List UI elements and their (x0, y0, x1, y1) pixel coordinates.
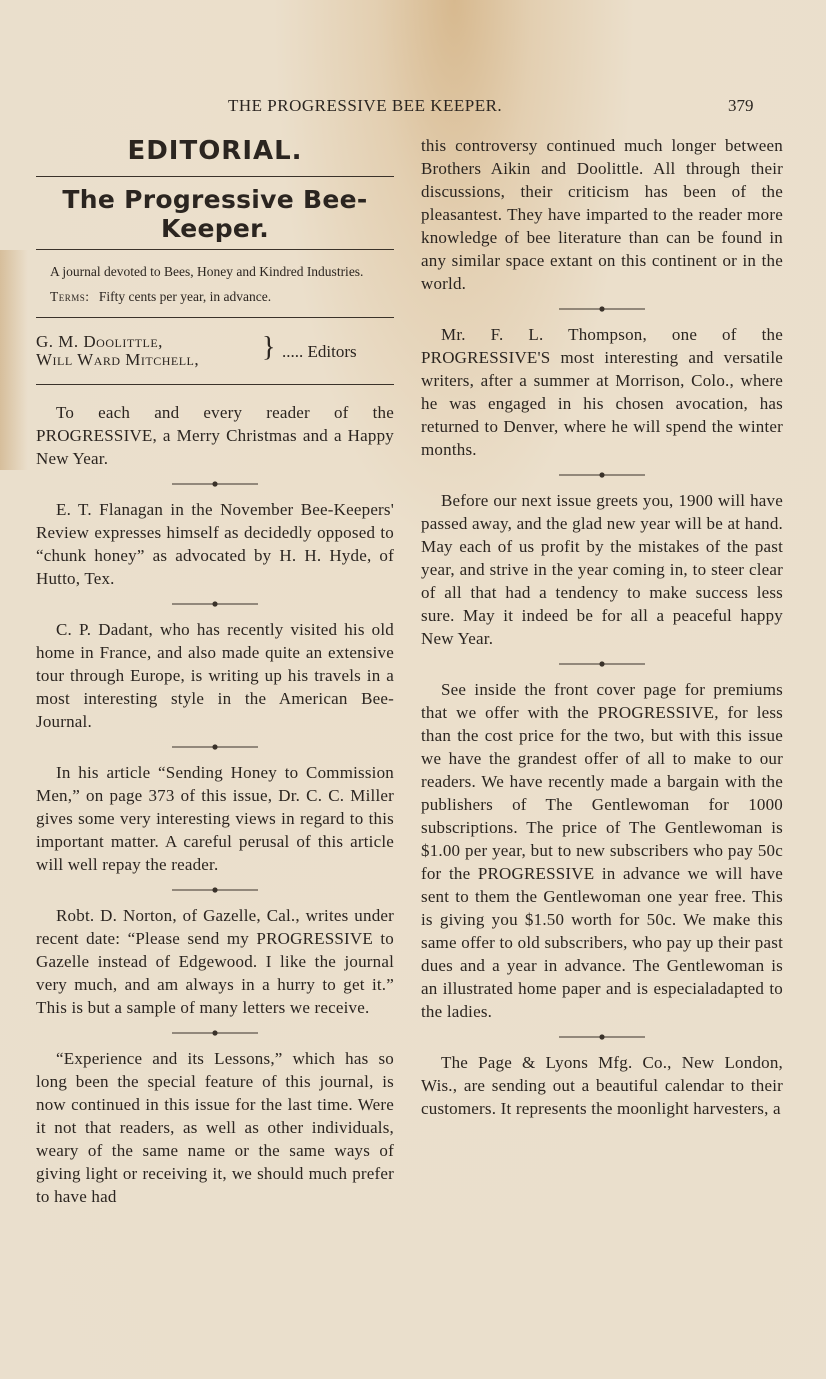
section-separator (36, 876, 394, 904)
paragraph: In his article “Sending Honey to Commission Men,” on page 373 of this issue, Dr. C. C. Miller gives some very interesting views in regard to this important matter. A careful perusal of this article will well repay the reader. (36, 763, 394, 874)
running-head: THE PROGRESSIVE BEE KEEPER. (228, 96, 503, 115)
editors-block (36, 330, 394, 380)
terms-label: Terms: (50, 289, 90, 304)
right-column (421, 134, 783, 1120)
paragraph: this controversy continued much longer between Brothers Aikin and Doolittle. All through their discussions, their criticism has been of the pleasantest. They have imparted to the reader more knowledge of bee literature than can be found in any similar space extant on this continent or in the world. (421, 136, 783, 293)
section-separator (36, 733, 394, 761)
section-separator (421, 295, 783, 323)
section-separator (421, 650, 783, 678)
masthead-title: The Progressive Bee-Keeper. (62, 185, 368, 243)
divider (36, 249, 394, 250)
divider (36, 384, 394, 385)
section-separator (36, 590, 394, 618)
editorial-heading: EDITORIAL. (127, 136, 303, 166)
paragraph: To each and every reader of the PROGRESSIVE, a Merry Christmas and a Happy New Year. (36, 403, 394, 468)
section-separator (421, 461, 783, 489)
section-separator (36, 470, 394, 498)
left-column (36, 132, 394, 1208)
page-number: 379 (728, 96, 754, 115)
section-separator (36, 1019, 394, 1047)
editors-label: ..... Editors (282, 342, 357, 361)
brace-mark: } (262, 332, 276, 363)
paragraph: C. P. Dadant, who has recently visited his old home in France, and also made quite an extensive tour through Europe, is writing up his travels in a most interesting style in the American Bee-Journal. (36, 620, 394, 731)
divider (36, 176, 394, 177)
paragraph: Mr. F. L. Thompson, one of the PROGRESSIVE'S most interesting and versatile writers, after a summer at Morrison, Colo., where he was engaged in his chosen avocation, has returned to Denver, where he will spend the winter months. (421, 325, 783, 459)
editor-name: Will Ward Mitchell, (36, 350, 200, 369)
paragraph: The Page & Lyons Mfg. Co., New London, Wis., are sending out a beautiful calendar to their customers. It represents the moonlight harvesters, a (421, 1053, 783, 1118)
editor-name: G. M. Doolittle, (36, 332, 163, 351)
paragraph: See inside the front cover page for premiums that we offer with the PROGRESSIVE, for less than the cost price for the two, but with this issue we have the grandest offer of all to make to our readers. We have recently made a bargain with the publishers of The Gentlewoman for 1000 subscriptions. The price of The Gentlewoman is $1.00 per year, but to new subscribers who pay 50c for the PROGRESSIVE in advance we will have sent to them the Gentlewoman one year free. This is giving you $1.50 worth for 50c. We make this same offer to old subscribers, who pay up their past dues and a year in advance. The Gentlewoman is an illustrated home paper and is especialadapted to the ladies. (421, 680, 783, 1021)
paragraph: Robt. D. Norton, of Gazelle, Cal., writes under recent date: “Please send my PROGRESSIVE to Gazelle instead of Edgewood. I like the journal very much, and am always in a hurry to get it.” This is but a sample of many letters we receive. (36, 906, 394, 1017)
terms-line (50, 289, 394, 305)
divider (36, 317, 394, 318)
journal-description: A journal devoted to Bees, Honey and Kindred Industries. (50, 264, 364, 279)
paragraph: E. T. Flanagan in the November Bee-Keepers' Review expresses himself as decidedly opposed to “chunk honey” as advocated by H. H. Hyde, of Hutto, Tex. (36, 500, 394, 588)
paragraph: “Experience and its Lessons,” which has so long been the special feature of this journal, is now continued in this issue for the last time. Were it not that readers, as well as other individuals, weary of the same name or the same ways of giving light or receiving it, we should much prefer to have had (36, 1049, 394, 1206)
terms-text: Fifty cents per year, in advance. (98, 289, 272, 304)
section-separator (421, 1023, 783, 1051)
paragraph: Before our next issue greets you, 1900 will have passed away, and the glad new year will be at hand. May each of us profit by the mistakes of the past year, and strive in the year coming in, to steer clear of all that had a tendency to make success less sure. May it indeed be for all a peaceful happy New Year. (421, 491, 783, 648)
paper-stain (0, 250, 28, 470)
